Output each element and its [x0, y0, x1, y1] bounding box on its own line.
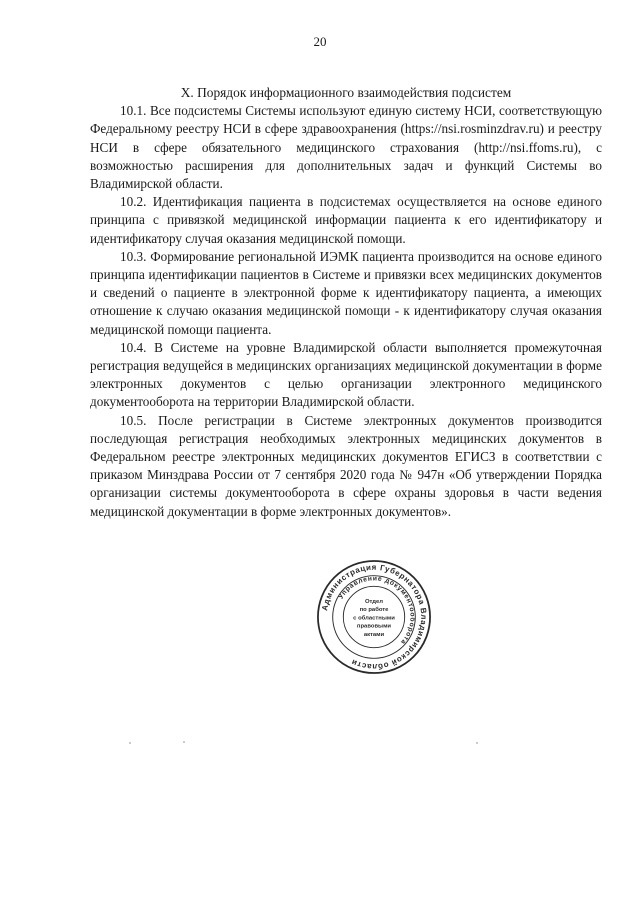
scan-speck: [476, 742, 478, 744]
stamp-center-line: правовыми: [356, 623, 392, 630]
paragraph-10-1: 10.1. Все подсистемы Системы используют единую систему НСИ, соответствующую Федеральному реестру НСИ в сфере здравоохранения (https://nsi.rosminzdrav.ru) и реестру НСИ в сфере обязательного медицинского страхования (http://nsi.ffoms.ru), с возможностью расширения для дополнительных задач и функций Системы во Владимирской области.: [90, 103, 602, 192]
stamp-center-line: Отдел: [364, 598, 384, 605]
page-number: 20: [313, 34, 327, 49]
paragraph-10-3: 10.3. Формирование региональной ИЭМК пациента производится на основе единого принципа идентификации пациентов в Системе и привязки всех медицинских документов и сведений о пациенте в электронной форме к идентификатору пациента, а имеющих отношение к случаю оказания медицинской помощи - к идентификатору случая оказания медицинской помощи пациента.: [90, 248, 602, 337]
stamp-inner-text: Управление документооборота: [337, 575, 416, 646]
paragraph-10-2: 10.2. Идентификация пациента в подсистемах осуществляется на основе единого принципа с привязкой медицинской информации пациента к его идентификатору и идентификатору случая оказания медицинской помощи.: [90, 194, 602, 246]
stamp-outer-text: Администрация Губернатора Владимирской области: [320, 562, 429, 672]
official-stamp: [315, 558, 433, 676]
stamp-center-line: актами: [363, 631, 385, 638]
document-body: [90, 84, 602, 521]
stamp-center-line: по работе: [359, 607, 389, 614]
scan-speck: [129, 742, 131, 744]
section-title: X. Порядок информационного взаимодействия подсистем: [180, 85, 512, 100]
scan-speck: [183, 741, 185, 743]
paragraph-10-4: 10.4. В Системе на уровне Владимирской области выполняется промежуточная регистрация ведущейся в медицинских организациях медицинской документации в форме электронных документов с целью организации электронного медицинского документооборота на территории Владимирской области.: [90, 339, 602, 410]
paragraph-10-5: 10.5. После регистрации в Системе электронных документов производится последующая регистрация необходимых электронных медицинских документов в Федеральном реестре электронных медицинских документов ЕГИСЗ в соответствии с приказом Минздрава России от 7 сентября 2020 года № 947н «Об утверждении Порядка организации системы документооборота в сфере охраны здоровья в части ведения медицинской документации в форме электронных документов».: [90, 412, 602, 519]
stamp-center-line: с областными: [353, 615, 395, 622]
